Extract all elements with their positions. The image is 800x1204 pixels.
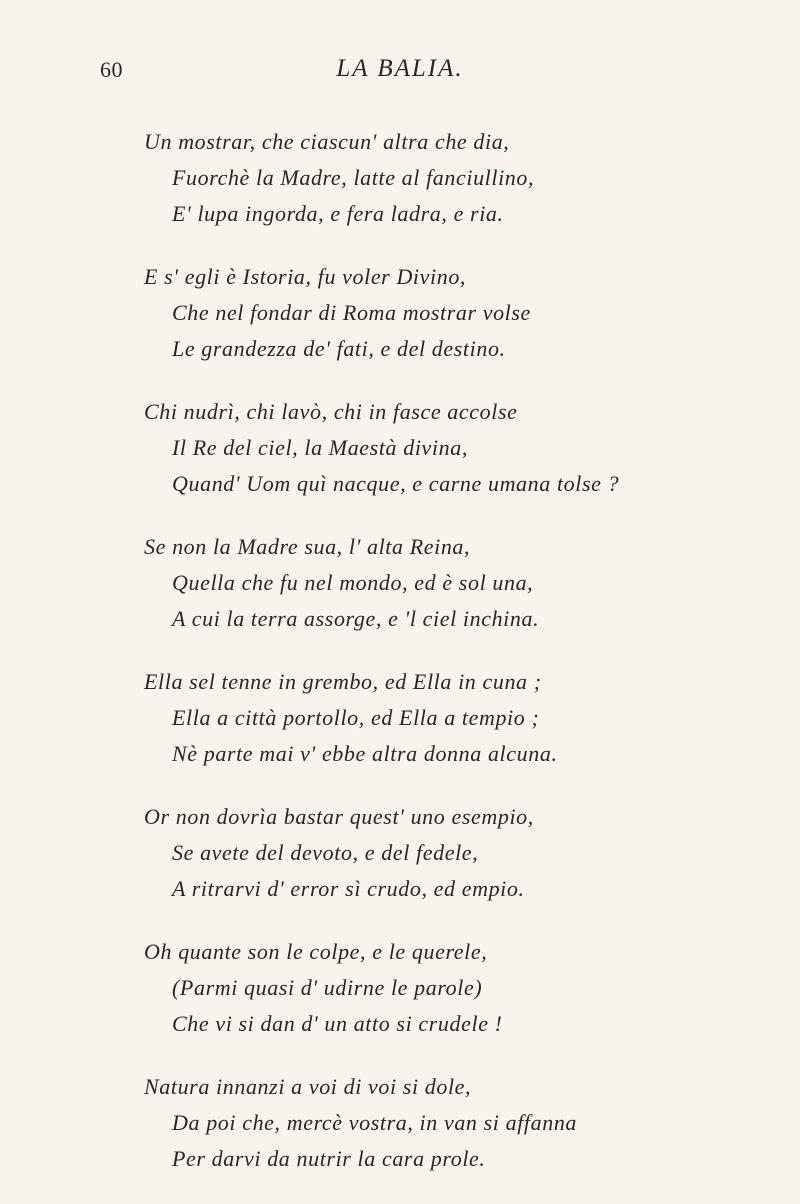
stanza <box>144 934 784 1042</box>
verse-line: (Parmi quasi d' udirne le parole) <box>172 975 483 1000</box>
stanza <box>144 124 784 232</box>
page-number: 60 <box>100 57 123 82</box>
verse-line: Natura innanzi a voi di voi si dole, <box>144 1074 472 1099</box>
verse-line: Che vi si dan d' un atto si crudele ! <box>172 1011 503 1036</box>
verse-line: Un mostrar, che ciascun' altra che dia, <box>144 129 510 154</box>
verse-line: Per darvi da nutrir la cara prole. <box>172 1146 486 1171</box>
verse-line: E s' egli è Istoria, fu voler Divino, <box>144 264 467 289</box>
stanza <box>144 664 784 772</box>
verse-line: Ella sel tenne in grembo, ed Ella in cuna ; <box>144 669 542 694</box>
verse-line: Se non la Madre sua, l' alta Reina, <box>144 534 471 559</box>
running-title: LA BALIA. <box>336 55 464 82</box>
verse-line: A ritrarvi d' error sì crudo, ed empio. <box>172 876 525 901</box>
stanza <box>144 799 784 907</box>
poem-body <box>144 124 784 1204</box>
verse-line: Ella a città portollo, ed Ella a tempio ; <box>172 705 540 730</box>
verse-line: Chi nudrì, chi lavò, chi in fasce accolse <box>144 399 518 424</box>
verse-line: Che nel fondar di Roma mostrar volse <box>172 300 531 325</box>
verse-line: Fuorchè la Madre, latte al fanciullino, <box>172 165 535 190</box>
verse-line: Oh quante son le colpe, e le querele, <box>144 939 488 964</box>
stanza <box>144 1069 784 1177</box>
stanza <box>144 259 784 367</box>
verse-line: Se avete del devoto, e del fedele, <box>172 840 479 865</box>
verse-line: Or non dovrìa bastar quest' uno esempio, <box>144 804 534 829</box>
verse-line: Quella che fu nel mondo, ed è sol una, <box>172 570 534 595</box>
verse-line: Nè parte mai v' ebbe altra donna alcuna. <box>172 741 558 766</box>
verse-line: A cui la terra assorge, e 'l ciel inchina. <box>172 606 540 631</box>
verse-line: Da poi che, mercè vostra, in van si affanna <box>172 1110 578 1135</box>
stanza <box>144 529 784 637</box>
verse-line: Quand' Uom quì nacque, e carne umana tolse ? <box>172 471 620 496</box>
verse-line: E' lupa ingorda, e fera ladra, e ria. <box>172 201 504 226</box>
verse-line: Il Re del ciel, la Maestà divina, <box>172 435 468 460</box>
verse-line: Le grandezza de' fati, e del destino. <box>172 336 506 361</box>
stanza <box>144 394 784 502</box>
